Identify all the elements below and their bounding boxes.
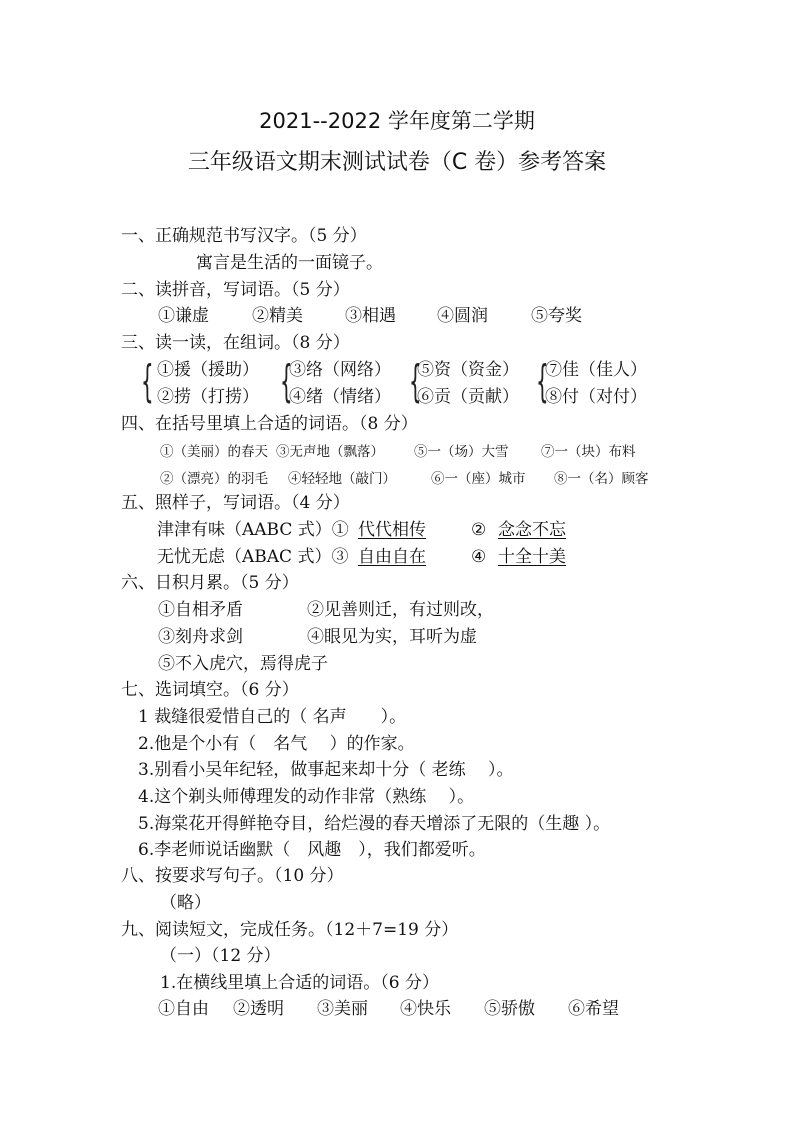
section4-item: ③无声地（飘落） <box>276 444 384 460</box>
section4-heading: 四、在括号里填上合适的词语。（8 分） <box>121 414 418 434</box>
section9-item: ②透明 <box>233 999 284 1019</box>
section7-item: 4.这个剃头师傅理发的动作非常（熟练 ）。 <box>138 787 475 807</box>
section5-row2-label: 无忧无虑（ABAC 式）③ <box>157 547 349 567</box>
section9-item: ④快乐 <box>400 999 451 1019</box>
left-brace-icon: { <box>141 356 154 407</box>
section2-item: ⑤夸奖 <box>531 306 582 326</box>
section3-item: ⑤资（资金） <box>417 360 519 380</box>
left-brace-icon: { <box>280 356 293 407</box>
section7-item: 3.别看小吴年纪轻，做事起来却十分（ 老练 ）。 <box>138 760 514 780</box>
section3-item: ⑦佳（佳人） <box>545 360 647 380</box>
section4-item: ⑥一（座）城市 <box>431 471 526 487</box>
section3-item: ④绪（情绪） <box>289 387 391 407</box>
section4-item: ④轻轻地（敲门） <box>288 471 396 487</box>
section1-heading: 一、正确规范书写汉字。（5 分） <box>121 226 367 246</box>
section9-heading: 九、阅读短文，完成任务。（12＋7=19 分） <box>121 920 459 940</box>
section1-answer: 寓言是生活的一面镜子。 <box>196 253 383 273</box>
section5-number: ④ <box>471 547 487 567</box>
section9-item: ①自由 <box>158 999 209 1019</box>
section2-item: ④圆润 <box>437 306 488 326</box>
section2-heading: 二、读拼音，写词语。（5 分） <box>121 280 350 300</box>
section5-number: ② <box>471 520 487 540</box>
section8-answer: （略） <box>160 893 211 913</box>
section6-item: ①自相矛盾 <box>158 600 243 620</box>
section3-item: ③络（网络） <box>289 360 391 380</box>
section3-item: ②捞（打捞） <box>157 387 259 407</box>
section5-row1-label: 津津有味（AABC 式）① <box>157 520 349 540</box>
section4-item: ⑤一（场）大雪 <box>414 444 509 460</box>
section9-subheading: （一）（12 分） <box>160 946 281 966</box>
section7-item: 2.他是个小有（ 名气 ）的作家。 <box>138 734 415 754</box>
section3-item: ⑧付（对付） <box>545 387 647 407</box>
section5-answer: 十全十美 <box>498 547 566 567</box>
section9-item: ③美丽 <box>317 999 368 1019</box>
section2-item: ③相遇 <box>345 306 396 326</box>
section5-answer: 代代相传 <box>358 520 426 540</box>
section4-item: ②（漂亮）的羽毛 <box>160 471 268 487</box>
section5-answer: 念念不忘 <box>498 520 566 540</box>
section6-item: ③刻舟求剑 <box>158 627 243 647</box>
section5-answer: 自由自在 <box>358 547 426 567</box>
left-brace-icon: { <box>409 356 422 407</box>
section4-item: ①（美丽）的春天 <box>160 444 268 460</box>
section5-heading: 五、照样子，写词语。（4 分） <box>121 493 350 513</box>
section4-item: ⑦一（块）布料 <box>541 444 636 460</box>
section3-item: ⑥贡（贡献） <box>417 387 519 407</box>
left-brace-icon: { <box>536 356 549 407</box>
section6-heading: 六、日积月累。（5 分） <box>121 573 299 593</box>
section7-item: 1 裁缝很爱惜自己的（ 名声 ）。 <box>138 707 407 727</box>
section9-item: ⑥希望 <box>568 999 619 1019</box>
section9-item: ⑤骄傲 <box>484 999 535 1019</box>
section7-item: 5.海棠花开得鲜艳夺目，给烂漫的春天增添了无限的（生趣 ）。 <box>138 814 611 834</box>
document-title-line1: 2021--2022 学年度第二学期 <box>259 109 535 133</box>
section6-item: ④眼见为实，耳听为虚 <box>307 627 477 647</box>
section6-item: ⑤不入虎穴，焉得虎子 <box>158 654 328 674</box>
section7-heading: 七、选词填空。（6 分） <box>121 680 299 700</box>
section3-heading: 三、读一读，在组词。（8 分） <box>121 333 350 353</box>
section6-item: ②见善则迁，有过则改， <box>307 600 494 620</box>
document-title-line2: 三年级语文期末测试试卷（C 卷）参考答案 <box>187 150 607 175</box>
section7-item: 6.李老师说话幽默（ 风趣 ），我们都爱听。 <box>138 840 486 860</box>
section3-item: ①援（援助） <box>157 360 259 380</box>
section2-item: ②精美 <box>252 306 303 326</box>
section8-heading: 八、按要求写句子。（10 分） <box>121 866 344 886</box>
section9-question1: 1.在横线里填上合适的词语。（6 分） <box>160 973 439 993</box>
section2-item: ①谦虚 <box>158 306 209 326</box>
section4-item: ⑧一（名）顾客 <box>554 471 649 487</box>
